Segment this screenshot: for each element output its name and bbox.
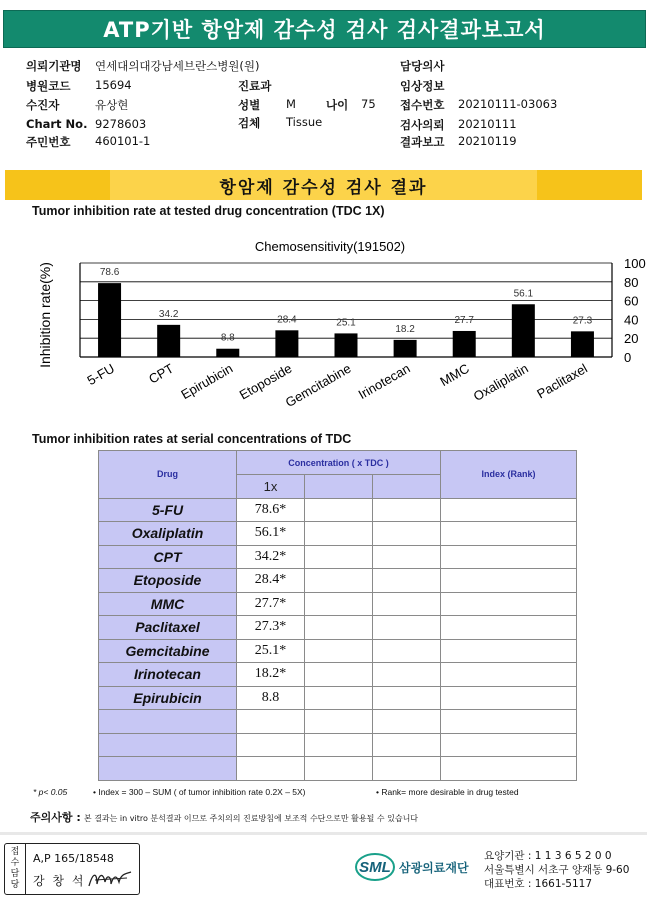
data-label: 56.1 <box>513 288 534 300</box>
header-row-chart-no <box>26 117 147 131</box>
table-row <box>99 498 577 522</box>
header-value: Tissue <box>286 115 323 129</box>
y-tick-label: 100 <box>624 256 646 271</box>
section-title: 항암제 감수성 검사 결과 <box>219 177 428 198</box>
table-row-empty <box>99 757 577 781</box>
empty-cell <box>373 686 441 710</box>
empty-cell <box>305 733 373 757</box>
header-value: 유상현 <box>95 98 129 112</box>
x-tick-label: Irinotecan <box>355 360 413 403</box>
data-label: 8.8 <box>220 332 235 344</box>
x-tick-label: Etoposide <box>236 360 295 403</box>
bar <box>453 331 476 357</box>
drug-cell: Irinotecan <box>99 663 237 687</box>
header-label: 주민번호 <box>26 135 71 149</box>
bar <box>512 304 535 357</box>
y-tick-label: 40 <box>624 312 639 328</box>
index-cell <box>441 522 577 546</box>
bar <box>216 349 239 357</box>
empty-cell <box>373 569 441 593</box>
index-cell <box>441 569 577 593</box>
header-row-age <box>326 97 376 113</box>
header-row-clinical-info <box>400 78 444 94</box>
header-row-patient <box>26 97 129 113</box>
col-empty-header <box>305 475 373 499</box>
header-row-department <box>238 78 271 94</box>
index-cell <box>441 616 577 640</box>
empty-cell <box>373 522 441 546</box>
header-value: 20210111-03063 <box>458 97 558 111</box>
y-tick-label: 60 <box>624 293 639 309</box>
header-value: 20210119 <box>458 134 517 148</box>
drug-cell: 5-FU <box>99 498 237 522</box>
stamp-line1: A,P 165/18548 <box>33 852 114 865</box>
x-tick-label: Oxaliplatin <box>470 360 531 404</box>
empty-cell <box>237 757 305 781</box>
caution <box>30 809 418 825</box>
empty-cell <box>441 757 577 781</box>
table-row-empty <box>99 710 577 734</box>
section-band <box>5 170 642 200</box>
header-value: 75 <box>361 97 376 111</box>
header-value: 460101-1 <box>95 134 151 148</box>
table-row <box>99 639 577 663</box>
empty-cell <box>237 733 305 757</box>
header-row-sex <box>238 97 296 113</box>
bar <box>157 325 180 357</box>
empty-cell <box>441 733 577 757</box>
empty-cell <box>305 592 373 616</box>
empty-cell <box>305 686 373 710</box>
header-value: 20210111 <box>458 117 517 131</box>
empty-cell <box>305 522 373 546</box>
drug-cell: Paclitaxel <box>99 616 237 640</box>
note-rank: • Rank= more desirable in drug tested <box>376 787 519 797</box>
chart-yticks <box>624 256 646 365</box>
index-cell <box>441 686 577 710</box>
data-label: 27.7 <box>454 314 474 326</box>
org-line3: 대표번호 : 1661-5117 <box>484 878 593 890</box>
header-label: 임상정보 <box>400 79 445 93</box>
signature-icon <box>87 868 133 890</box>
empty-cell <box>305 498 373 522</box>
sml-logo <box>355 850 483 886</box>
note-p-text: * p< 0.05 <box>33 787 68 797</box>
y-tick-label: 20 <box>624 331 639 347</box>
table-row <box>99 545 577 569</box>
stamp-side-text: 접 수 담 당 <box>10 847 20 890</box>
results-table <box>98 450 577 781</box>
receipt-stamp <box>4 843 140 895</box>
empty-cell <box>441 710 577 734</box>
caution-text: 본 결과는 in vitro 분석결과 이므로 주치의의 진료방침에 보조적 수단으로만 활용될 수 있습니다 <box>83 814 419 823</box>
empty-cell <box>373 592 441 616</box>
empty-cell <box>373 616 441 640</box>
data-label: 28.4 <box>277 314 297 326</box>
header-value: 15694 <box>95 78 132 92</box>
x-tick-label: MMC <box>437 360 472 390</box>
header-row-report-date <box>400 134 517 150</box>
header-value: 연세대의대강남세브란스병원(원) <box>95 59 260 73</box>
x-tick-label: Epirubicin <box>178 360 236 403</box>
empty-cell <box>373 733 441 757</box>
table-row <box>99 616 577 640</box>
header-label: 결과보고 <box>400 135 445 149</box>
x-tick-label: Gemcitabine <box>282 360 354 411</box>
data-label: 34.2 <box>158 308 179 320</box>
empty-cell <box>305 710 373 734</box>
table-heading: Tumor inhibition rates at serial concentrations of TDC <box>32 432 352 446</box>
table-row <box>99 569 577 593</box>
empty-cell <box>305 545 373 569</box>
data-label: 25.1 <box>336 317 356 329</box>
drug-cell: MMC <box>99 592 237 616</box>
empty-cell <box>305 569 373 593</box>
data-label: 18.2 <box>395 323 415 335</box>
value-1x-cell: 56.1* <box>237 522 305 546</box>
drug-cell: Etoposide <box>99 569 237 593</box>
table-row <box>99 686 577 710</box>
header-label: 의뢰기관명 <box>26 59 82 73</box>
header-row-hospital-code <box>26 78 132 94</box>
chart-heading: Tumor inhibition rate at tested drug concentration (TDC 1X) <box>32 204 385 218</box>
col-1x-header: 1x <box>237 475 305 499</box>
index-cell <box>441 545 577 569</box>
header-row-receipt-no <box>400 97 558 113</box>
data-label: 27.3 <box>572 315 593 327</box>
header-value: M <box>286 97 296 111</box>
org-line2: 서울특별시 서초구 양재동 9-60 <box>484 864 630 876</box>
empty-cell <box>373 498 441 522</box>
stamp-line2: 강 창 석 <box>33 874 86 888</box>
header-row-doctor <box>400 58 444 74</box>
drug-cell: Oxaliplatin <box>99 522 237 546</box>
table-row <box>99 592 577 616</box>
empty-cell <box>305 616 373 640</box>
drug-cell <box>99 757 237 781</box>
drug-cell <box>99 733 237 757</box>
org-info <box>484 849 629 891</box>
value-1x-cell: 28.4* <box>237 569 305 593</box>
header-label: 접수번호 <box>400 98 445 112</box>
header-label: 검사의뢰 <box>400 118 445 132</box>
drug-cell: Gemcitabine <box>99 639 237 663</box>
note-p-value <box>33 787 67 797</box>
table-row <box>99 522 577 546</box>
chemosensitivity-chart <box>0 225 647 430</box>
col-empty-header <box>373 475 441 499</box>
note-index: • Index = 300 – SUM ( of tumor inhibition rate 0.2X – 5X) <box>93 787 306 797</box>
bar <box>275 330 298 357</box>
header-label: 나이 <box>326 98 349 112</box>
table-row <box>99 663 577 687</box>
stamp-side-label <box>5 844 26 894</box>
x-tick-label: 5-FU <box>84 360 118 389</box>
index-cell <box>441 663 577 687</box>
index-cell <box>441 592 577 616</box>
empty-cell <box>373 710 441 734</box>
header-label: Chart No. <box>26 117 88 131</box>
value-1x-cell: 27.3* <box>237 616 305 640</box>
index-cell <box>441 639 577 663</box>
x-tick-label: Paclitaxel <box>534 360 590 402</box>
header-label: 담당의사 <box>400 59 445 73</box>
empty-cell <box>373 757 441 781</box>
header-row-institution <box>26 58 260 74</box>
col-index-header: Index (Rank) <box>441 451 577 499</box>
chart-bars <box>98 267 594 357</box>
empty-cell <box>305 639 373 663</box>
bar <box>335 333 358 357</box>
y-tick-label: 80 <box>624 274 639 290</box>
chart-xticks <box>85 361 591 411</box>
header-label: 수진자 <box>26 98 60 112</box>
drug-cell: CPT <box>99 545 237 569</box>
header-label: 병원코드 <box>26 79 71 93</box>
header-label: 진료과 <box>238 79 272 93</box>
org-line1: 요양기관 : 1 1 3 6 5 2 0 0 <box>484 850 612 862</box>
empty-cell <box>373 639 441 663</box>
value-1x-cell: 78.6* <box>237 498 305 522</box>
value-1x-cell: 18.2* <box>237 663 305 687</box>
bar <box>394 340 417 357</box>
chart-ylabel: Inhibition rate(%) <box>37 262 53 368</box>
bar <box>98 283 121 357</box>
col-concentration-header: Concentration ( x TDC ) <box>237 451 441 475</box>
value-1x-cell: 25.1* <box>237 639 305 663</box>
header-row-id-number <box>26 134 151 150</box>
report-title: ATP기반 항암제 감수성 검사 검사결과보고서 <box>3 10 646 48</box>
header-label: 검체 <box>238 116 261 130</box>
table-row-empty <box>99 733 577 757</box>
empty-cell <box>305 757 373 781</box>
y-tick-label: 0 <box>624 350 632 365</box>
drug-cell: Epirubicin <box>99 686 237 710</box>
header-row-specimen <box>238 115 323 131</box>
col-drug-header: Drug <box>99 451 237 499</box>
header-row-request-date <box>400 117 517 133</box>
caution-label: 주의사항 : <box>30 811 81 824</box>
x-tick-label: CPT <box>146 360 177 387</box>
org-name: 삼광의료재단 <box>399 861 469 875</box>
header-label: 성별 <box>238 98 261 112</box>
footer-divider <box>0 832 647 835</box>
value-1x-cell: 27.7* <box>237 592 305 616</box>
value-1x-cell: 34.2* <box>237 545 305 569</box>
empty-cell <box>305 663 373 687</box>
sml-logo-icon <box>355 850 483 882</box>
drug-cell <box>99 710 237 734</box>
empty-cell <box>237 710 305 734</box>
header-value: 9278603 <box>95 117 147 131</box>
bar <box>571 331 594 357</box>
chart-title: Chemosensitivity(191502) <box>254 239 406 254</box>
logo-text: SML <box>359 859 391 876</box>
empty-cell <box>373 545 441 569</box>
index-cell <box>441 498 577 522</box>
data-label: 78.6 <box>99 267 120 279</box>
empty-cell <box>373 663 441 687</box>
value-1x-cell: 8.8 <box>237 686 305 710</box>
